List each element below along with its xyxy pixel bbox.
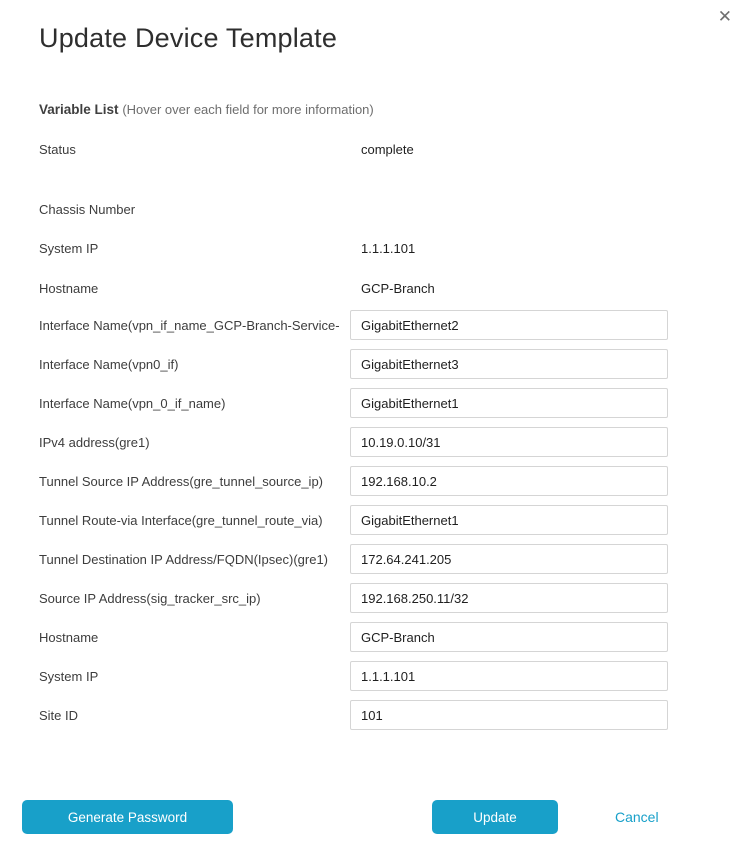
form-row-site-id (39, 700, 668, 730)
field-label: Interface Name(vpn_if_name_GCP-Branch-Service- (39, 317, 340, 333)
close-icon[interactable]: ✕ (714, 4, 736, 29)
form-row-ipv4-address-gre1 (39, 427, 668, 457)
static-row-system-ip (39, 241, 668, 259)
field-input[interactable] (350, 310, 668, 340)
field-label: Interface Name(vpn_0_if_name) (39, 395, 226, 411)
field-input[interactable] (350, 388, 668, 418)
update-button[interactable]: Update (432, 800, 558, 834)
field-value: complete (361, 142, 414, 157)
form-row-interface-name-vpn0-if (39, 349, 668, 379)
field-label: Source IP Address(sig_tracker_src_ip) (39, 590, 261, 606)
variable-list-title: Variable List (39, 102, 119, 117)
static-row-chassis-number (39, 202, 668, 220)
form-row-system-ip (39, 661, 668, 691)
field-label: System IP (39, 668, 99, 684)
form-row-hostname (39, 622, 668, 652)
generate-password-button[interactable]: Generate Password (22, 800, 233, 834)
field-label: Site ID (39, 707, 79, 723)
field-label: Tunnel Destination IP Address/FQDN(Ipsec)(gre1) (39, 551, 329, 567)
form-row-interface-name-vpn-0-if-name (39, 388, 668, 418)
field-value: GCP-Branch (361, 281, 435, 296)
field-value: 1.1.1.101 (361, 241, 416, 256)
form-row-tunnel-destination-ip (39, 544, 668, 574)
field-label: System IP (39, 241, 99, 256)
field-input[interactable] (350, 349, 668, 379)
field-input[interactable] (350, 661, 668, 691)
field-label: Tunnel Source IP Address(gre_tunnel_source_ip) (39, 473, 324, 489)
field-label: Status (39, 142, 76, 157)
field-input[interactable] (350, 583, 668, 613)
form-row-interface-name-service-vpn (39, 310, 668, 340)
field-label: Hostname (39, 281, 99, 296)
field-input[interactable] (350, 466, 668, 496)
variable-list-hint: (Hover over each field for more information) (122, 102, 374, 117)
field-label: IPv4 address(gre1) (39, 434, 150, 450)
field-label: Hostname (39, 629, 99, 645)
static-row-status (39, 142, 668, 160)
field-input[interactable] (350, 700, 668, 730)
static-row-hostname (39, 281, 668, 299)
cancel-link[interactable]: Cancel (615, 809, 659, 825)
variable-list-heading (39, 101, 668, 118)
field-input[interactable] (350, 622, 668, 652)
form-row-tunnel-route-via-interface (39, 505, 668, 535)
variable-list (39, 142, 668, 730)
dialog-footer (0, 800, 752, 834)
field-input[interactable] (350, 544, 668, 574)
field-label: Interface Name(vpn0_if) (39, 356, 179, 372)
field-label: Chassis Number (39, 202, 136, 217)
field-input[interactable] (350, 427, 668, 457)
form-row-tunnel-source-ip (39, 466, 668, 496)
form-row-source-ip-address (39, 583, 668, 613)
field-label: Tunnel Route-via Interface(gre_tunnel_route_via) (39, 512, 323, 528)
field-input[interactable] (350, 505, 668, 535)
dialog-title: Update Device Template (39, 23, 338, 53)
